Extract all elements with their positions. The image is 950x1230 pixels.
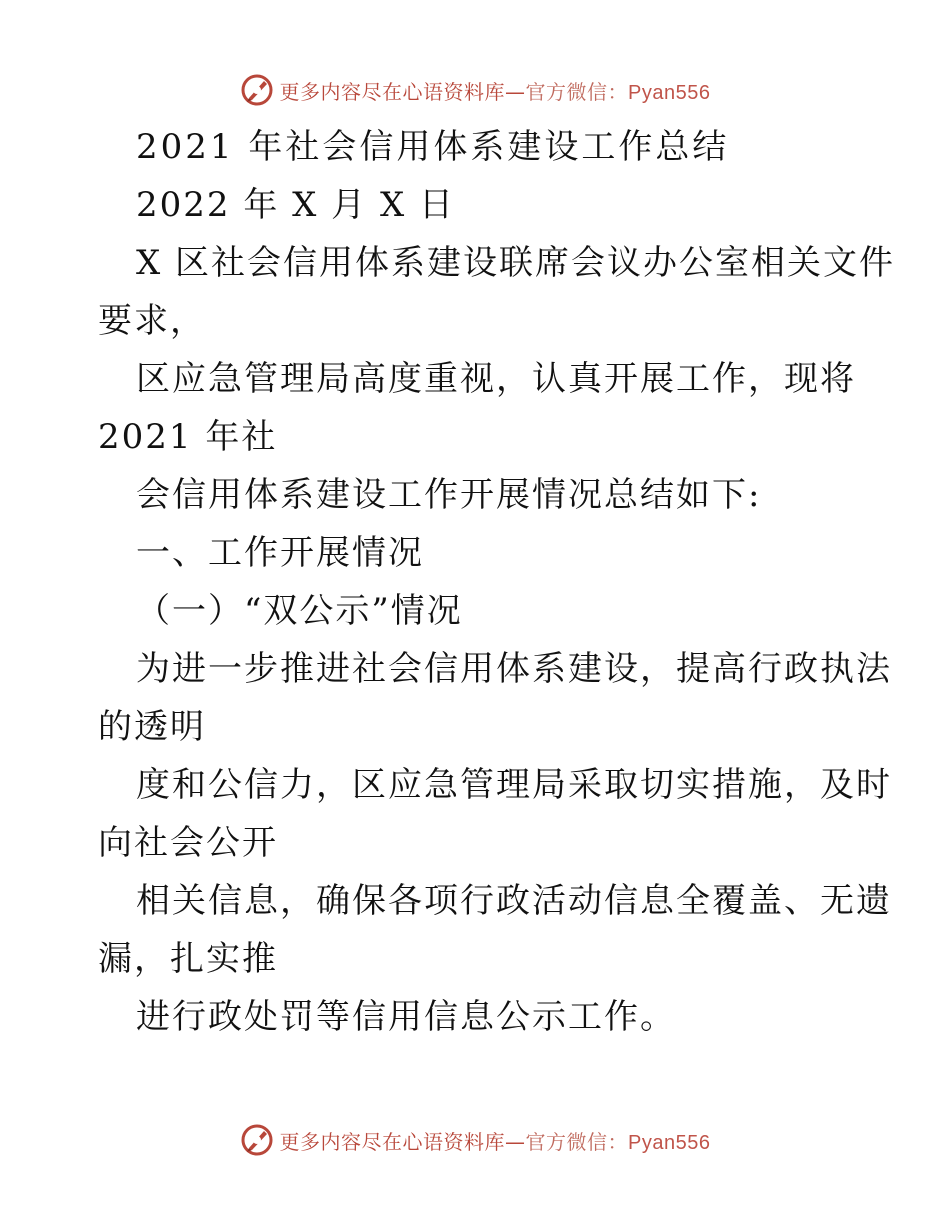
subsection-heading: （一）“双公示”情况 xyxy=(136,591,463,631)
footer-banner-separator: — xyxy=(505,1129,526,1154)
paragraph-line: 度和公信力，区应急管理局采取切实措施，及时 xyxy=(136,765,892,805)
paragraph-line: 为进一步推进社会信用体系建设，提高行政执法 xyxy=(136,649,892,689)
paragraph-line: 相关信息，确保各项行政活动信息全覆盖、无遗 xyxy=(136,881,892,921)
paragraph-line: 的透明 xyxy=(98,707,206,747)
paragraph-line: 会信用体系建设工作开展情况总结如下: xyxy=(136,475,762,515)
quill-pen-logo-icon xyxy=(240,1123,274,1157)
footer-banner-main: 更多内容尽在心语资料库 xyxy=(279,1129,506,1154)
header-banner-wechat-id: Pyan556 xyxy=(628,81,711,104)
paragraph-line: X 区社会信用体系建设联席会议办公室相关文件 xyxy=(136,243,896,283)
footer-banner-text xyxy=(280,1126,711,1155)
header-banner-text xyxy=(280,76,711,105)
header-banner xyxy=(0,70,950,110)
quill-pen-logo-icon xyxy=(240,73,274,107)
paragraph-line: 要求， xyxy=(98,301,206,341)
paragraph-line: 漏，扎实推 xyxy=(98,939,278,979)
document-body xyxy=(98,118,896,1046)
footer-banner-wechat-label: 官方微信： xyxy=(525,1129,629,1154)
footer-banner xyxy=(0,1120,950,1160)
document-title: 2021 年社会信用体系建设工作总结 xyxy=(136,127,730,167)
document-date: 2022 年 X 月 X 日 xyxy=(136,185,455,225)
paragraph-line: 2021 年社 xyxy=(98,417,278,457)
footer-banner-wechat-id: Pyan556 xyxy=(628,1131,711,1154)
paragraph-line: 进行政处罚等信用信息公示工作。 xyxy=(136,997,676,1037)
header-banner-main: 更多内容尽在心语资料库 xyxy=(279,79,506,104)
header-banner-separator: — xyxy=(505,79,526,104)
paragraph-line: 区应急管理局高度重视，认真开展工作，现将 xyxy=(136,359,856,399)
paragraph-line: 向社会公开 xyxy=(98,823,278,863)
header-banner-wechat-label: 官方微信： xyxy=(525,79,629,104)
section-heading: 一、工作开展情况 xyxy=(136,533,424,573)
